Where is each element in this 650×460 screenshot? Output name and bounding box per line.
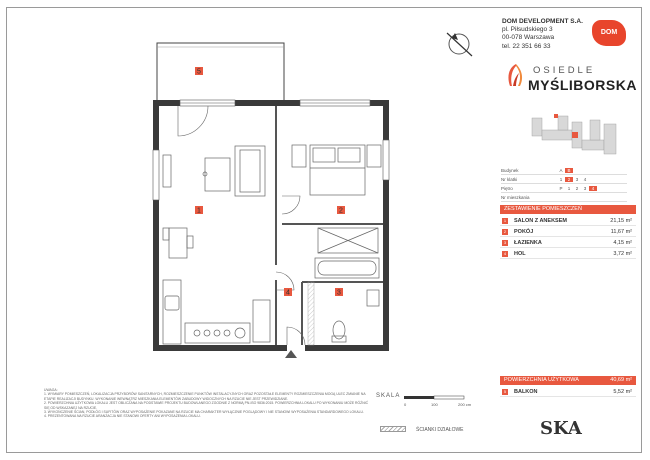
info-row-building: Budynek A B (501, 166, 627, 175)
room-row: 3 ŁAZIENKA 4,15 m² (500, 238, 636, 248)
developer-address (502, 18, 583, 51)
developer-city: 00-078 Warszawa (502, 34, 555, 42)
info-row-staircase: Nr klatki 1 2 3 4 (501, 175, 627, 184)
entrance-marker (285, 350, 297, 358)
room-row: 2 POKÓJ 11,67 m² (500, 227, 636, 237)
room-label-2: 2 (339, 207, 343, 215)
developer-name: DOM DEVELOPMENT S.A. (502, 18, 583, 25)
compass-icon (447, 33, 472, 56)
balcony-row: 5 BALKON 5,52 m² (500, 387, 636, 397)
svg-text:0: 0 (404, 402, 407, 407)
developer-phone: tel. 22 351 66 33 (502, 42, 551, 50)
legal-notes: UWAGA: 1. WYMIARY POMIESZCZEŃ, LOKALIZACJA PRZYBORÓW SANITARNYCH, ROZMIESZCZENIE PUNKTÓW INSTALACYJNYCH ORAZ POZOSTAŁE ELEMENTY ROZMIESZCZENIA MOGĄ ULEC ZMIANIE NA ETAPIE REALIZACJI BUDYNKU. WYKONANIE WEWNĄTRZ MIESZKANIA ELEMENTÓW ZABUDOWY WIDOCZNYCH NA RZUCIE NIE JEST PRZEWIDZIANE. 2. POWIERZCHNIA UŻYTKOWA LOKALU JEST OBLICZANA NA PODSTAWIE PROJEKTU BUDOWLANEGO ZGODNIE Z NORMĄ PN-ISO 9836:2015. POWIERZCHNIA LOKALU PO WYKONANIU MOŻE RÓŻNIĆ SIĘ OD WSKAZANEJ NA RZUCIE. 3. WYKOŃCZENIE ŚCIAN, PODŁÓG I SUFITÓW ORAZ WYPOSAŻENIE POKAZANE NA RZUCIE MA CHARAKTER WYŁĄCZNIE POGLĄDOWY I NIE STANOWI WYPOSAŻENIA STANDARDOWEGO LOKALU. 4. PREZENTOWANA NA RZUCIE ARANŻACJA NIE STANOWI OFERTY ANI WYPOSAŻENIA LOKALU. (44, 388, 369, 419)
scale-bar (404, 395, 484, 409)
room-row: 4 HOL 3,72 m² (500, 249, 636, 259)
dom-logo: DOM (592, 20, 626, 46)
room-label-4: 4 (286, 289, 290, 297)
ska-logo: SKA (540, 418, 582, 439)
estate-logo-name: MYŚLIBORSKA (528, 77, 637, 93)
balcony-area (157, 43, 284, 101)
walls-legend-swatch (380, 426, 406, 432)
usable-area-summary: POWIERZCHNIA UŻYTKOWA 40,69 m² (500, 376, 636, 385)
room-label-1: 1 (197, 207, 201, 215)
developer-street: pl. Piłsudskiego 3 (502, 26, 553, 34)
svg-text:200 cm: 200 cm (458, 402, 472, 407)
estate-logo-icon (505, 62, 527, 90)
estate-logo-top: OSIEDLE (533, 65, 596, 76)
room-label-5: 5 (197, 68, 201, 76)
info-row-floor: Piętro P 1 2 3 4 (501, 184, 627, 193)
site-mini-map (518, 110, 628, 162)
info-row-apartment: Nr mieszkania (501, 193, 627, 202)
room-row: 1 SALON Z ANEKSEM 21,15 m² (500, 216, 636, 226)
walls-legend-label: ŚCIANKI DZIAŁOWE (416, 427, 464, 433)
rooms-header: ZESTAWIENIE POMIESZCZEŃ (500, 205, 636, 214)
room-label-3: 3 (337, 289, 341, 297)
svg-text:100: 100 (431, 402, 438, 407)
scale-label: SKALA (376, 393, 401, 399)
apartment-info-grid (501, 166, 627, 202)
